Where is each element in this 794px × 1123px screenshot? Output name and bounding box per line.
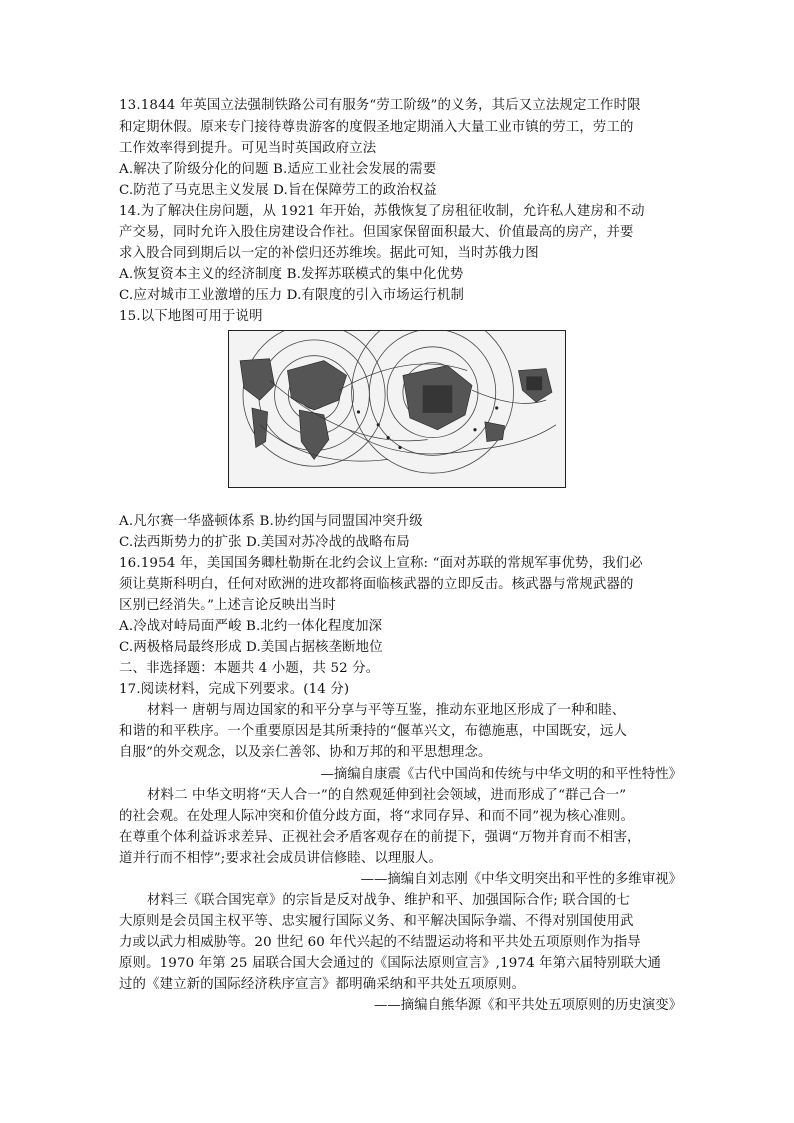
q15-options-cd: C.法西斯势力的扩张 D.美国对苏冷战的战略布局 — [119, 535, 410, 550]
q16-options-cd: C.两极格局最终形成 D.美国占据核垄断地位 — [119, 640, 383, 655]
q13-stem-line-2: 和定期休假。原来专门接待尊贵游客的度假圣地定期涌入大量工业市镇的劳工，劳工的 — [119, 120, 634, 135]
q16-stem-line-1: 16.1954 年，美国国务卿杜勒斯在北约会议上宣称: “面对苏联的常规军事优势，我们必 — [119, 556, 643, 571]
material-2-source: ——摘编自刘志刚《中华文明突出和平性的多维审视》 — [360, 872, 682, 887]
q16-stem-line-2: 须让莫斯科明白，任何对欧洲的进攻都将面临核武器的立即反击。核武器与常规武器的 — [119, 577, 634, 592]
q13-stem-line-1: 13.1844 年英国立法强制铁路公司有服务“劳工阶级”的义务，其后又立法规定工作时限 — [119, 98, 641, 113]
q15-options-ab: A.凡尔赛一华盛顿体系 B.协约国与同盟国冲突升级 — [119, 514, 423, 529]
q14-options-cd: C.应对城市工业激增的压力 D.有限度的引入市场运行机制 — [119, 288, 464, 303]
q16-options-ab: A.冷战对峙局面严峻 B.北约一体化程度加深 — [119, 619, 383, 634]
material-2-line-1: 材料二 中华文明将“天人合一”的自然观延伸到社会领域，进而形成了“群己合一” — [147, 788, 627, 803]
q14-stem-line-3: 求入股合同到期后以一定的补偿归还苏维埃。据此可知，当时苏俄力图 — [119, 246, 539, 261]
q15-stem: 15.以下地图可用于说明 — [119, 309, 263, 324]
material-3-line-4: 原则。1970 年第 25 届联合国大会通过的《国际法原则宣言》,1974 年第六届特别联大通 — [119, 956, 662, 971]
material-2-line-3: 在尊重个体利益诉求差异、正视社会矛盾客观存在的前提下，强调“万物并育而不相害， — [119, 830, 641, 845]
q14-stem-line-1: 14.为了解决住房问题，从 1921 年开始，苏俄恢复了房租征收制，允许私人建房和不动 — [119, 204, 645, 219]
section-heading: 二、非选择题：本题共 4 小题，共 52 分。 — [119, 661, 380, 676]
material-1-line-1: 材料一 唐朝与周边国家的和平分享与平等互鉴，推动东亚地区形成了一种和睦、 — [147, 703, 626, 718]
material-3-source: ——摘编自熊华源《和平共处五项原则的历史演变》 — [374, 998, 682, 1013]
world-map-figure — [228, 330, 566, 488]
material-3-line-2: 大原则是会员国主权平等、忠实履行国际义务、和平解决国际争端、不得对别国使用武 — [119, 914, 634, 929]
material-1-source: —摘编自康震《古代中国尚和传统与中华文明的和平性特性》 — [320, 767, 682, 782]
q16-stem-line-3: 区别已经消失。”上述言论反映出当时 — [119, 598, 336, 613]
q13-options-cd: C.防范了马克思主义发展 D.旨在保障劳工的政治权益 — [119, 183, 437, 198]
q13-options-ab: A.解决了阶级分化的问题 B.适应工业社会发展的需要 — [119, 162, 437, 177]
material-1-line-3: 自服”的外交观念，以及亲仁善邻、协和万邦的和平思想理念。 — [119, 745, 492, 760]
material-2-line-4: 道并行而不相悖”;要求社会成员讲信修睦、以理服人。 — [119, 851, 443, 866]
q14-options-ab: A.恢复资本主义的经济制度 B.发挥苏联模式的集中化优势 — [119, 267, 464, 282]
q17-title: 17.阅读材料，完成下列要求。(14 分) — [119, 682, 350, 697]
q14-stem-line-2: 产交易，同时允许入股住房建设合作社。但国家保留面积最大、价值最高的房产，并要 — [119, 225, 634, 240]
material-3-line-1: 材料三《联合国宪章》的宗旨是反对战争、维护和平、加强国际合作; 联合国的七 — [147, 893, 630, 908]
world-map-icon — [229, 331, 565, 487]
material-3-line-3: 力或以武力相威胁等。20 世纪 60 年代兴起的不结盟运动将和平共处五项原则作为指导 — [119, 935, 641, 950]
q13-stem-line-3: 工作效率得到提升。可见当时英国政府立法 — [119, 141, 377, 156]
material-3-line-5: 过的《建立新的国际经济秩序宣言》都明确采纳和平共处五项原则。 — [119, 977, 526, 992]
material-2-line-2: 的社会观。在处理人际冲突和价值分歧方面，将“求同存异、和而不同”视为核心准则。 — [119, 809, 634, 824]
material-1-line-2: 和谐的和平秩序。一个重要原因是其所秉持的“偃革兴文，布德施惠，中国既安，远人 — [119, 724, 627, 739]
